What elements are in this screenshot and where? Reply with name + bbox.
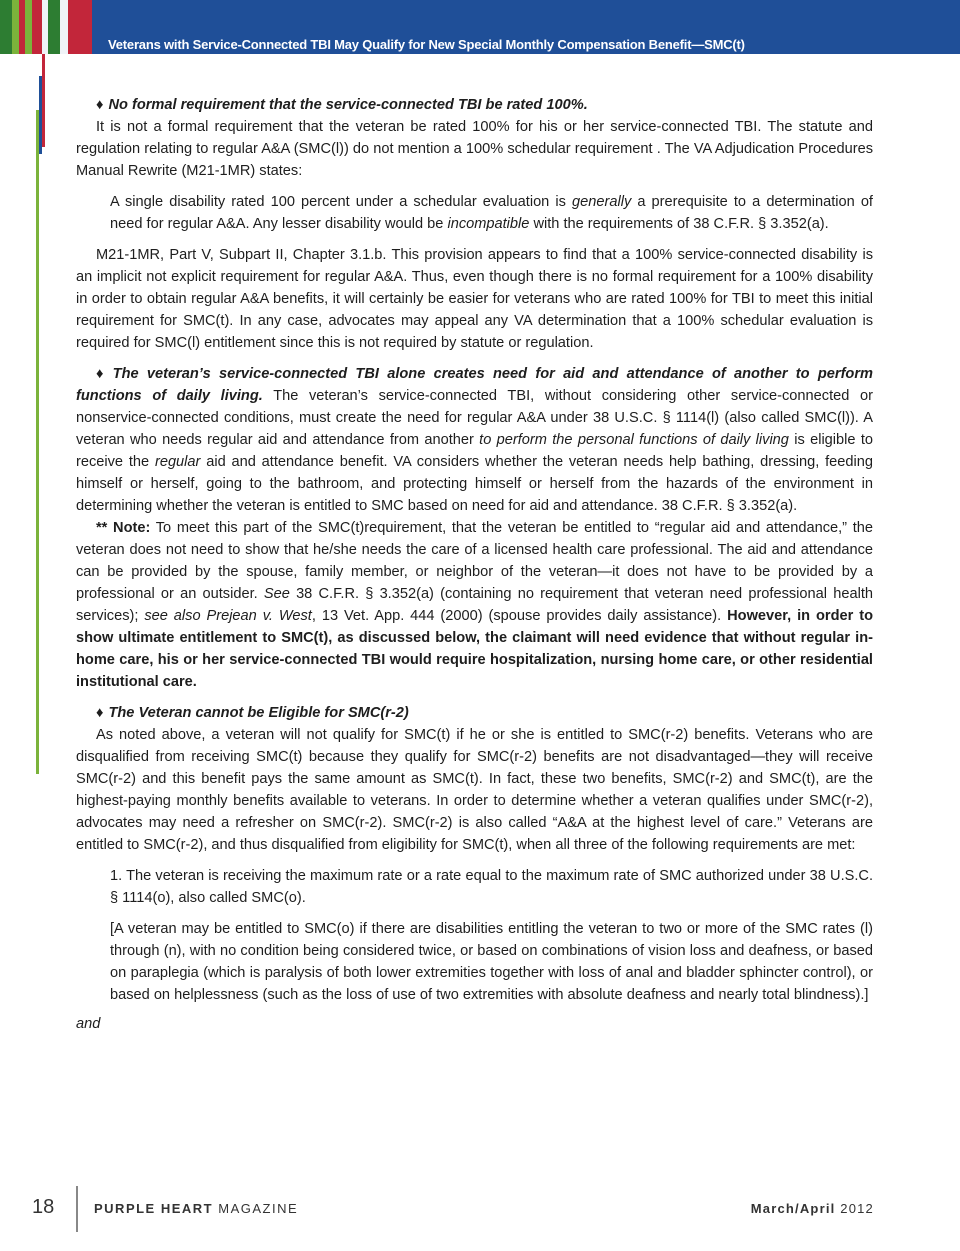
running-title: Veterans with Service-Connected TBI May Qualify for New Special Monthly Compensation Benefit—SMC(t) xyxy=(108,37,745,52)
header-stripe xyxy=(32,0,42,54)
decorative-rule-green xyxy=(36,110,39,774)
section-heading: ♦ The Veteran cannot be Eligible for SMC(r-2) xyxy=(96,705,409,721)
note-paragraph: ** Note: To meet this part of the SMC(t)requirement, that the veteran be entitled to “regular aid and attendance,” the veteran does not need to show that he/she needs the care of a licensed health care professional. The aid and attendance can be provided by the spouse, family member, or neighbor of the veteran—it does not have to be provided by a professional or an outsider. See 38 C.F.R. § 3.352(a) (containing no requirement that veteran need professional health services); see also Prejean v. West, 13 Vet. App. 444 (2000) (spouse provides daily assistance). However, in order to show ultimate entitlement to SMC(t), as discussed below, the claimant will need evidence that without regular in-home care, his or her service-connected TBI would require hospitalization, nursing home care, or other residential institutional care. xyxy=(76,520,874,690)
block-quote: A single disability rated 100 percent under a schedular evaluation is generally a prerequisite to a determination of need for regular A&A. Any lesser disability would be incompatible with the requirements of 38 C.F.R. § 3.352(a). xyxy=(110,194,873,232)
paragraph: M21-1MR, Part V, Subpart II, Chapter 3.1.b. This provision appears to find that a 100% service-connected disability is an implicit not explicit requirement for regular A&A. Thus, even though there is no formal requirement for a 100% disability in order to obtain regular A&A benefits, it will certainly be easier for veterans who are rated 100% for TBI to meet this initial requirement for SMC(t). In any case, advocates may appeal any VA determination that a 100% schedular evaluation is required for SMC(l) entitlement since this is not required by statute or regulation. xyxy=(76,247,873,351)
header-stripe xyxy=(25,0,32,54)
header-stripe xyxy=(68,0,92,54)
conjunction-and: and xyxy=(76,1016,101,1032)
header-bar xyxy=(0,0,960,54)
decorative-rule-red xyxy=(42,54,45,147)
page-number: 18 xyxy=(32,1196,55,1218)
header-stripe xyxy=(12,0,19,54)
header-stripe xyxy=(0,0,12,54)
paragraph: It is not a formal requirement that the veteran be rated 100% for his or her service-connected TBI. The statute and regulation relating to regular A&A (SMC(l)) do not mention a 100% schedular requirement . The VA Adjudication Procedures Manual Rewrite (M21-1MR) states: xyxy=(76,119,873,179)
paragraph: ♦ The veteran’s service-connected TBI alone creates need for aid and attendance of another to perform functions of daily living. The veteran’s service-connected TBI, without considering other service-connected or nonservice-connected conditions, must create the need for regular A&A under 38 U.S.C. § 1114(l) (also called SMC(l)). A veteran who needs regular aid and attendance from another to perform the personal functions of daily living is eligible to receive the regular aid and attendance benefit. VA considers whether the veteran needs help bathing, dressing, feeding himself or herself, going to the bathroom, and protecting himself or herself from the hazards of the environment in determining whether the veteran is entitled to SMC based on need for aid and attendance. 38 C.F.R. § 3.352(a). xyxy=(76,366,873,514)
diamond-bullet-icon: ♦ xyxy=(96,366,108,382)
diamond-bullet-icon: ♦ xyxy=(96,97,104,113)
requirement-note: [A veteran may be entitled to SMC(o) if there are disabilities entitling the veteran to two or more of the SMC rates (l) through (n), with no condition being considered twice, or based on combinations of vision loss and deafness, or based on paraplegia (which is paralysis of both lower extremities together with loss of anal and bladder sphincter control), or based on helplessness (such as the loss of use of two extremities with absolute deafness and nearly total blindness).] xyxy=(110,921,873,1003)
header-stripe xyxy=(60,0,68,54)
paragraph: As noted above, a veteran will not qualify for SMC(t) if he or she is entitled to SMC(r-2) benefits. Veterans who are disqualified from receiving SMC(t) because they qualify for SMC(r-2) benefits are not disadvantaged—they will receive SMC(r-2) and this benefit pays the same amount as SMC(t). In fact, these two benefits, SMC(r-2) and SMC(t), are the highest-paying monthly benefits available to veterans. In order to determine whether a veteran qualifies under SMC(r-2), advocates may need a refresher on SMC(r-2). SMC(r-2) is also called “A&A at the highest level of care.” Veterans are entitled to SMC(r-2), and thus disqualified from eligibility for SMC(t), when all three of the following requirements are met: xyxy=(76,727,873,853)
article-body xyxy=(76,94,873,1035)
note-label: ** Note: xyxy=(96,520,151,536)
decorative-rule-blue xyxy=(39,76,42,154)
header-stripe xyxy=(48,0,60,54)
requirement-item: 1. The veteran is receiving the maximum rate or a rate equal to the maximum rate of SMC authorized under 38 U.S.C. § 1114(o), also called SMC(o). xyxy=(110,868,873,906)
section-heading: ♦ No formal requirement that the service-connected TBI be rated 100%. xyxy=(96,97,588,113)
diamond-bullet-icon: ♦ xyxy=(96,705,104,721)
magazine-name: PURPLE HEART MAGAZINE xyxy=(94,1201,299,1216)
footer-divider xyxy=(76,1186,78,1232)
issue-date: March/April 2012 xyxy=(750,1201,874,1216)
section-heading: The veteran’s service-connected TBI alone creates need for aid and attendance of another to perform functions of daily living. xyxy=(76,366,873,404)
